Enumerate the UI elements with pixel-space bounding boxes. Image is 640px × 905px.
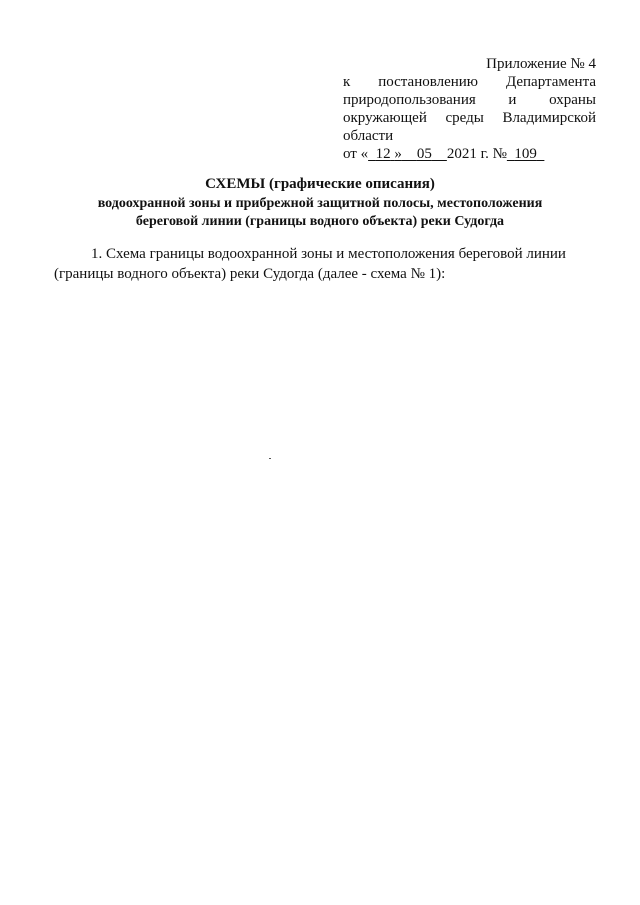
appendix-line-2 [343,91,596,109]
appendix-title: Приложение № 4 [486,56,596,72]
appendix-word: окружающей [343,110,427,126]
date-month: 05 [416,146,432,162]
heading-subtitle-line-2: береговой линии (границы водного объекта) реки Судогда [135,214,505,229]
heading-title: СХЕМЫ (графические описания) [205,176,435,192]
appendix-line-4: области [343,128,394,144]
appendix-word: постановлению [378,74,479,90]
date-prefix: от « [343,146,369,162]
appendix-date-line [343,145,596,163]
appendix-line-3 [343,109,596,127]
document-number: 109 [514,146,537,162]
paragraph-line-1: 1. Схема границы водоохранной зоны и местоположения береговой линии [91,246,566,262]
scan-speck [269,458,271,459]
appendix-word: к [343,74,351,90]
appendix-word: природопользования [343,92,476,108]
paragraph-line-2: (границы водного объекта) реки Судогда (далее - схема № 1): [54,266,446,282]
appendix-word: и [508,92,517,108]
appendix-reference [343,73,596,163]
appendix-word: Владимирской [502,110,596,126]
appendix-word: охраны [549,92,596,108]
date-day: 12 [375,146,391,162]
appendix-line-1 [343,73,596,91]
date-year: 2021 г. № [446,146,507,162]
appendix-word: среды [445,110,484,126]
date-mid: » [394,146,402,162]
scheme-paragraph [54,244,594,284]
appendix-word: Департамента [505,74,596,90]
heading-subtitle-line-1: водоохранной зоны и прибрежной защитной полосы, местоположения [97,196,543,211]
